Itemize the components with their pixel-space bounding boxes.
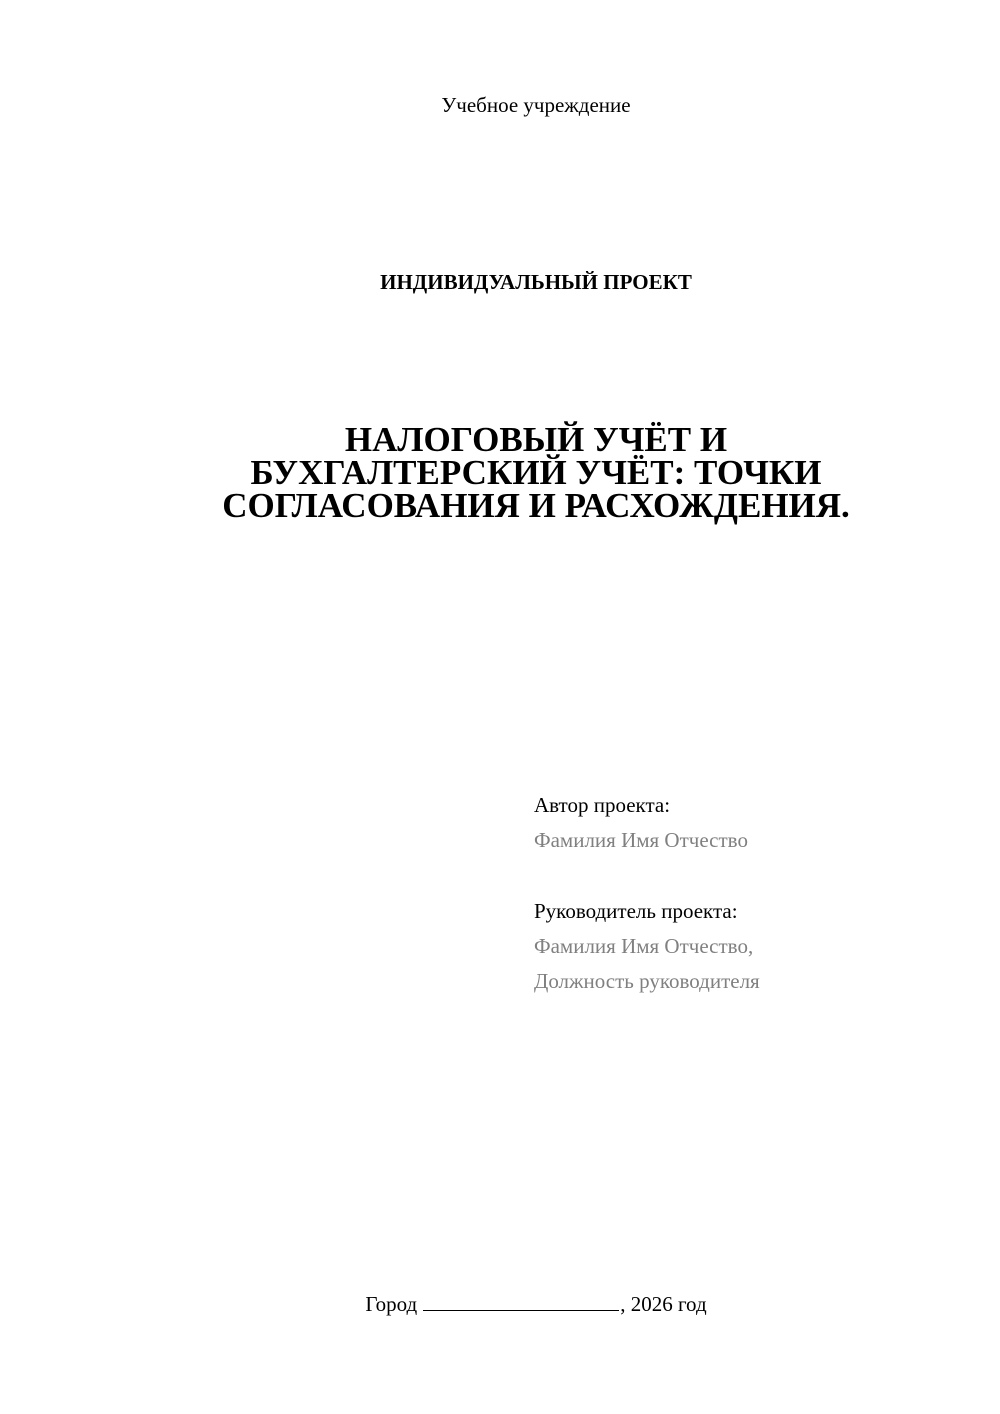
- year-text: , 2026 год: [620, 1292, 707, 1316]
- city-year-footer: [0, 1290, 1000, 1318]
- project-type-heading: ИНДИВИДУАЛЬНЫЙ ПРОЕКТ: [380, 270, 692, 294]
- city-blank-line: [423, 1290, 619, 1311]
- project-title-line-3: СОГЛАСОВАНИЯ И РАСХОЖДЕНИЯ.: [222, 486, 850, 525]
- project-title: [150, 420, 922, 525]
- supervisor-name-placeholder: Фамилия Имя Отчество,: [534, 934, 754, 958]
- supervisor-position-placeholder: Должность руководителя: [534, 969, 760, 993]
- supervisor-label: Руководитель проекта:: [534, 899, 738, 923]
- author-label: Автор проекта:: [534, 793, 671, 817]
- authors-spacer: [534, 858, 974, 894]
- author-name-placeholder: Фамилия Имя Отчество: [534, 828, 748, 852]
- authors-block: [534, 788, 974, 999]
- project-title-line-1: НАЛОГОВЫЙ УЧЁТ И: [344, 420, 728, 459]
- institution-name: Учебное учреждение: [441, 93, 631, 117]
- city-label: Город: [365, 1292, 418, 1316]
- project-title-line-2: БУХГАЛТЕРСКИЙ УЧЁТ: ТОЧКИ: [250, 453, 822, 492]
